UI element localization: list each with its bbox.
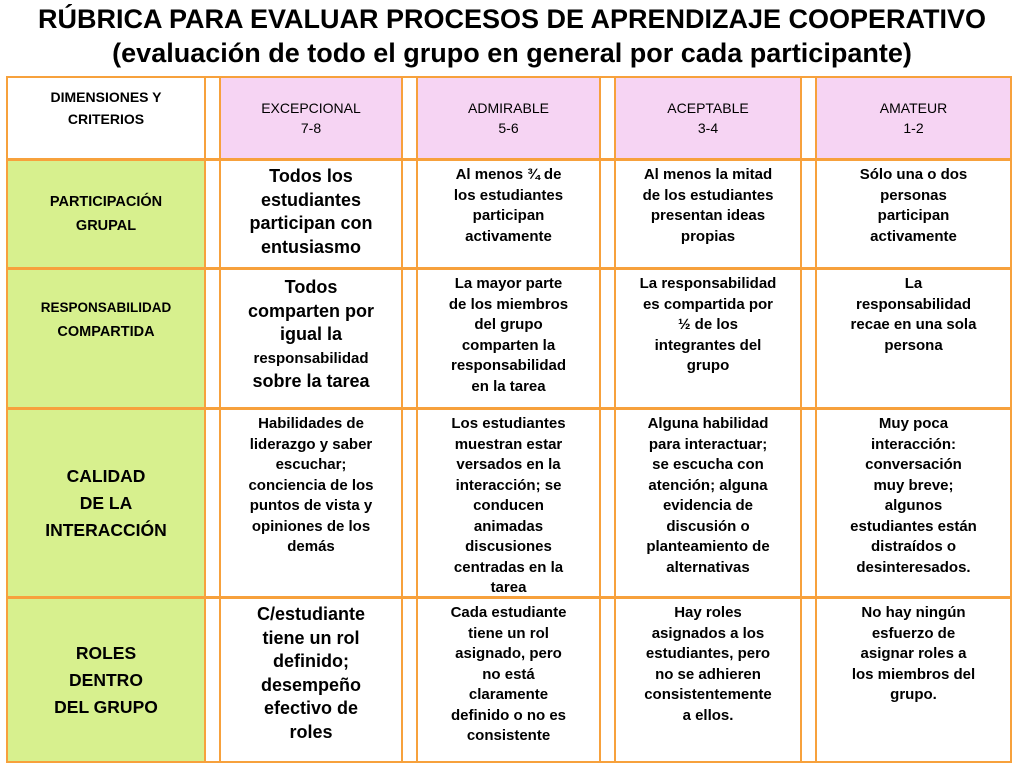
dimension-label-line: CALIDAD xyxy=(66,465,146,486)
criterion-line: liderazgo y saber xyxy=(249,435,373,453)
criterion-line: asignados a los xyxy=(651,624,765,642)
dimension-label-line: DEL GRUPO xyxy=(54,696,158,717)
row-divider xyxy=(8,596,1010,599)
criterion-cell xyxy=(418,410,599,596)
criterion-line: demás xyxy=(287,538,335,555)
column-gap xyxy=(204,78,221,761)
criterion-line: discusión o xyxy=(666,517,750,535)
criterion-line: evidencia de xyxy=(662,497,754,514)
header-level-aceptable xyxy=(616,78,800,158)
criterion-line: participan xyxy=(472,207,545,224)
dimension-label-line: ROLES xyxy=(75,642,137,663)
criterion-line: Sólo una o dos xyxy=(859,166,968,183)
criterion-line: estudiantes, pero xyxy=(645,645,771,662)
criterion-cell xyxy=(817,599,1010,761)
column-gap xyxy=(599,78,616,761)
criterion-cell xyxy=(817,410,1010,596)
rubric-table xyxy=(6,76,1012,763)
criterion-line: interacción; se xyxy=(455,476,562,494)
criterion-cell xyxy=(221,599,401,761)
criterion-line: definido o no es xyxy=(451,706,566,724)
criterion-line: responsabilidad xyxy=(855,295,972,313)
criterion-line: desinteresados. xyxy=(856,558,971,576)
criterion-line: en la tarea xyxy=(471,377,546,395)
header-level-admirable xyxy=(418,78,599,158)
title-line-1: RÚBRICA PARA EVALUAR PROCESOS DE APRENDIZAJE COOPERATIVO xyxy=(37,4,987,34)
level-name: EXCEPCIONAL xyxy=(261,100,361,116)
criterion-line: claramente xyxy=(468,686,549,703)
header-level-amateur xyxy=(817,78,1010,158)
criterion-line: opiniones de los xyxy=(251,517,371,535)
dimension-label-line: COMPARTIDA xyxy=(57,324,155,340)
criterion-line: integrantes del xyxy=(654,336,762,354)
header-dimensions-line: CRITERIOS xyxy=(67,111,145,127)
level-range: 5-6 xyxy=(498,120,519,136)
criterion-line: ½ de los xyxy=(677,316,739,333)
criterion-cell xyxy=(616,410,800,596)
criterion-line: consistentemente xyxy=(644,686,772,703)
row-divider xyxy=(8,407,1010,410)
dimension-label-line: GRUPAL xyxy=(75,218,137,234)
criterion-line: escuchar; xyxy=(275,456,347,473)
dimension-label-line: DENTRO xyxy=(69,669,143,690)
criterion-line: Muy poca xyxy=(878,415,949,432)
criterion-line: asignado, pero xyxy=(455,645,562,662)
criterion-line: estudiantes están xyxy=(850,517,977,535)
criterion-line: activamente xyxy=(870,227,957,245)
criterion-line: asignar roles a xyxy=(860,645,967,662)
criterion-line: recae en una sola xyxy=(850,316,977,333)
dimension-calidad-interaccion xyxy=(8,410,204,596)
criterion-line: interacción: xyxy=(870,435,957,453)
criterion-cell xyxy=(817,161,1010,267)
criterion-line: para interactuar; xyxy=(648,435,768,453)
criterion-line: roles xyxy=(289,721,333,742)
criterion-line: Al menos la mitad xyxy=(643,166,773,183)
page-title xyxy=(0,2,1024,70)
criterion-line: conducen xyxy=(473,497,544,514)
level-range: 7-8 xyxy=(300,120,322,136)
criterion-cell xyxy=(221,270,401,407)
criterion-line: efectivo de xyxy=(263,698,359,718)
criterion-line: comparten por xyxy=(247,300,375,321)
dimension-label-line: DE LA xyxy=(79,492,133,513)
criterion-line: no está xyxy=(482,665,535,683)
criterion-line: La xyxy=(904,275,923,292)
criterion-line: consistente xyxy=(466,727,551,744)
criterion-cell xyxy=(418,270,599,407)
column-gap xyxy=(800,78,817,761)
criterion-line: Todos los xyxy=(269,166,353,186)
criterion-line: del grupo xyxy=(474,316,543,333)
level-name: ACEPTABLE xyxy=(667,100,749,116)
criterion-cell xyxy=(418,599,599,761)
criterion-line: versados en la xyxy=(456,456,561,473)
criterion-line: igual la xyxy=(279,324,342,344)
criterion-cell xyxy=(221,161,401,267)
criterion-line: presentan ideas xyxy=(650,207,766,224)
criterion-cell xyxy=(616,599,800,761)
criterion-line: grupo. xyxy=(890,686,937,703)
criterion-line: Cada estudiante xyxy=(450,604,567,621)
criterion-line: activamente xyxy=(465,227,552,245)
criterion-line: Al menos ¾ de xyxy=(455,166,562,183)
criterion-line: no se adhieren xyxy=(655,665,761,683)
level-name: ADMIRABLE xyxy=(468,100,549,116)
title-line-2: (evaluación de todo el grupo en general por cada participante) xyxy=(112,38,912,68)
criterion-line: Alguna habilidad xyxy=(647,415,769,432)
criterion-line: tiene un rol xyxy=(468,624,549,642)
header-dimensions-line: DIMENSIONES Y xyxy=(50,89,162,105)
criterion-line: a ellos. xyxy=(682,706,734,724)
criterion-cell xyxy=(418,161,599,267)
criterion-line: propias xyxy=(680,227,736,245)
criterion-line: conversación xyxy=(865,456,962,473)
criterion-line: centradas en la xyxy=(453,558,564,576)
criterion-line: planteamiento de xyxy=(646,538,770,555)
dimension-roles-grupo xyxy=(8,599,204,761)
header-dimensions-cell xyxy=(8,78,204,158)
criterion-line: persona xyxy=(884,336,943,354)
criterion-line: los miembros del xyxy=(851,665,976,683)
criterion-line: se escucha con xyxy=(652,456,764,473)
criterion-line: responsabilidad xyxy=(253,349,369,367)
criterion-line: discusiones xyxy=(465,538,552,555)
criterion-line: comparten la xyxy=(461,336,556,354)
criterion-line: conciencia de los xyxy=(248,476,374,494)
dimension-participacion-grupal xyxy=(8,161,204,267)
criterion-line: de los estudiantes xyxy=(642,186,774,204)
criterion-line: algunos xyxy=(884,497,943,514)
dimension-label-line: INTERACCIÓN xyxy=(45,519,167,540)
criterion-cell xyxy=(221,410,401,596)
criterion-line: Los estudiantes xyxy=(451,415,566,432)
criterion-line: atención; alguna xyxy=(648,476,768,494)
level-range: 3-4 xyxy=(697,120,719,136)
criterion-line: desempeño xyxy=(260,674,362,695)
criterion-line: La mayor parte xyxy=(454,275,563,292)
criterion-line: C/estudiante xyxy=(256,604,366,624)
criterion-line: esfuerzo de xyxy=(871,624,956,642)
criterion-line: La responsabilidad xyxy=(639,275,777,292)
criterion-line: estudiantes xyxy=(260,189,362,210)
dimension-responsabilidad-compartida xyxy=(8,270,204,407)
level-range: 1-2 xyxy=(903,120,924,136)
criterion-line: alternativas xyxy=(666,558,750,576)
criterion-line: tiene un rol xyxy=(262,627,360,648)
dimension-label-line: PARTICIPACIÓN xyxy=(49,194,163,210)
criterion-line: sobre la tarea xyxy=(252,371,370,391)
dimension-label-line: RESPONSABILIDAD xyxy=(40,300,172,315)
criterion-line: de los miembros xyxy=(448,295,569,313)
criterion-cell xyxy=(616,161,800,267)
criterion-line: tarea xyxy=(490,579,527,596)
criterion-line: participan con xyxy=(249,213,373,233)
row-divider xyxy=(8,158,1010,161)
criterion-line: muy breve; xyxy=(873,476,954,494)
criterion-line: definido; xyxy=(273,651,349,671)
criterion-line: los estudiantes xyxy=(453,186,564,204)
level-name: AMATEUR xyxy=(879,100,948,116)
criterion-line: participan xyxy=(877,207,950,224)
criterion-line: No hay ningún xyxy=(861,604,966,621)
criterion-line: personas xyxy=(880,186,947,204)
criterion-line: Hay roles xyxy=(674,604,742,621)
column-gap xyxy=(401,78,418,761)
criterion-line: grupo xyxy=(686,357,730,374)
criterion-cell xyxy=(817,270,1010,407)
criterion-line: Todos xyxy=(284,277,338,297)
criterion-line: responsabilidad xyxy=(450,357,567,374)
criterion-line: animadas xyxy=(473,517,544,535)
criterion-line: muestran estar xyxy=(454,435,563,453)
criterion-line: Habilidades de xyxy=(258,415,364,432)
criterion-cell xyxy=(616,270,800,407)
criterion-line: distraídos o xyxy=(870,538,956,555)
row-divider xyxy=(8,267,1010,270)
criterion-line: es compartida por xyxy=(642,295,774,313)
criterion-line: puntos de vista y xyxy=(249,497,373,514)
header-level-excepcional xyxy=(221,78,401,158)
criterion-line: entusiasmo xyxy=(260,236,362,257)
